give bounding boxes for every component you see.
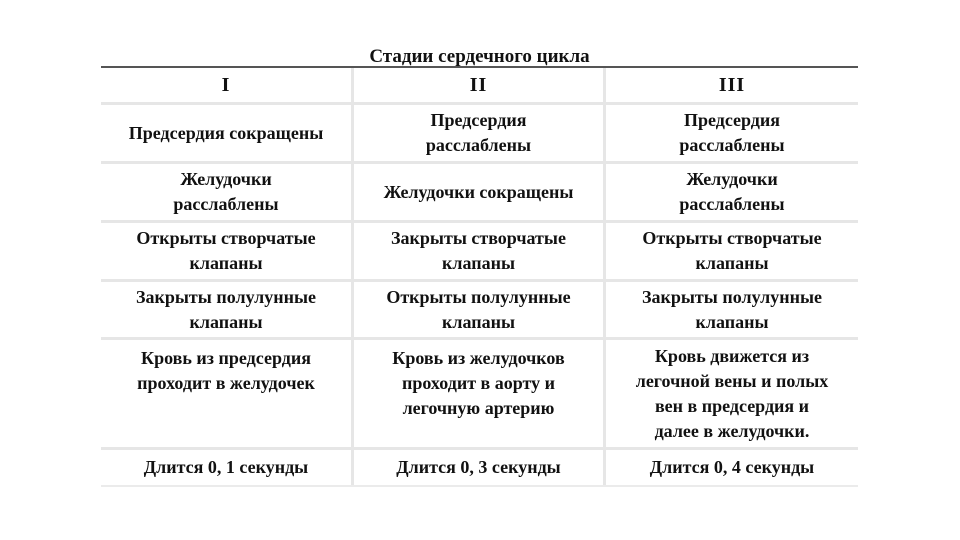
table-cell: Предсердия сокращены	[101, 105, 354, 164]
table-cell: Открыты створчатые клапаны	[101, 223, 354, 282]
table-cell: Желудочки расслаблены	[606, 164, 858, 223]
table-cell: Длится 0, 3 секунды	[354, 450, 606, 485]
table-cell: Длится 0, 1 секунды	[101, 450, 354, 485]
table-cell: Кровь движется из легочной вены и полых вен в предсердия и далее в желудочки.	[606, 340, 858, 450]
table-cell: Желудочки расслаблены	[101, 164, 354, 223]
table-row-atria	[101, 105, 858, 164]
table-cell: Кровь из предсердия проходит в желудочек	[101, 340, 354, 450]
table-cell: Длится 0, 4 секунды	[606, 450, 858, 485]
cardiac-cycle-sheet	[101, 43, 858, 487]
cardiac-cycle-table	[101, 68, 858, 485]
table-cell: Кровь из желудочков проходит в аорту и легочную артерию	[354, 340, 606, 450]
table-cell: Открыты створчатые клапаны	[606, 223, 858, 282]
header-row	[101, 68, 858, 105]
table-row-semilunar-valves	[101, 282, 858, 340]
table-cell: Закрыты створчатые клапаны	[354, 223, 606, 282]
column-header-2: II	[354, 68, 606, 105]
table-cell: Предсердия расслаблены	[354, 105, 606, 164]
table-cell: Желудочки сокращены	[354, 164, 606, 223]
table-row-leaflet-valves	[101, 223, 858, 282]
table-row-duration	[101, 450, 858, 485]
table-cell: Открыты полулунные клапаны	[354, 282, 606, 340]
table-cell: Закрыты полулунные клапаны	[101, 282, 354, 340]
table-row-blood-flow	[101, 340, 858, 450]
table-row-ventricles	[101, 164, 858, 223]
column-header-1: I	[101, 68, 354, 105]
table-title: Стадии сердечного цикла	[101, 43, 858, 68]
column-header-3: III	[606, 68, 858, 105]
table-cell: Закрыты полулунные клапаны	[606, 282, 858, 340]
table-cell: Предсердия расслаблены	[606, 105, 858, 164]
